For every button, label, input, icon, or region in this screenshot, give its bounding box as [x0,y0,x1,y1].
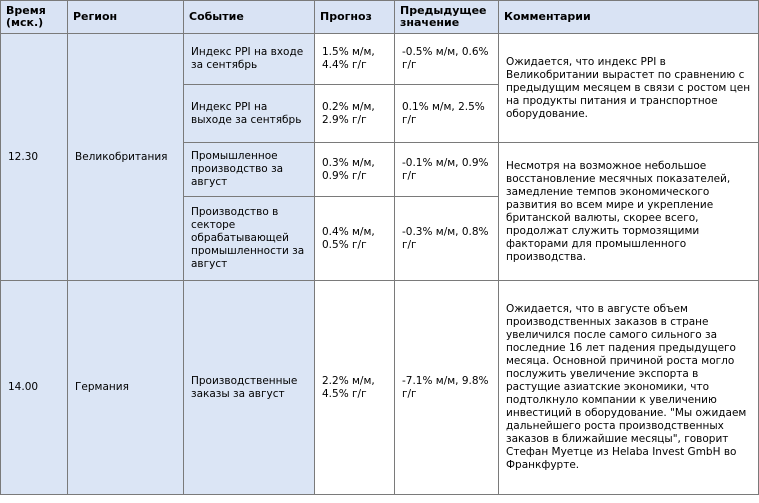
event-cell: Производственные заказы за август [184,281,315,495]
event-cell: Индекс PPI на выходе за сентябрь [184,85,315,143]
comment-cell: Ожидается, что в августе объем производственных заказов в стране увеличился после самого сильного за последние 16 лет падения предыдущего месяца. Основной причиной роста могло послужить увеличение экспорта в растущие азиатские экономики, что подтолкнуло компании к увеличению инвестиций в оборудование. "Мы ожидаем дальнейшего роста производственных заказов в ближайшие месяцы", говорит Стефан Муетце из Helaba Invest GmbH во Франкфурте. [499,281,759,495]
header-row [1,1,759,34]
time-cell: 12.30 [1,34,68,281]
previous-cell: -0.5% м/м, 0.6% г/г [395,34,499,85]
header-previous: Предыдущее значение [395,1,499,34]
previous-cell: -0.1% м/м, 0.9% г/г [395,143,499,197]
forecast-cell: 0.2% м/м, 2.9% г/г [315,85,395,143]
event-cell: Промышленное производство за август [184,143,315,197]
region-cell: Германия [68,281,184,495]
previous-cell: -0.3% м/м, 0.8% г/г [395,197,499,281]
table-row [1,34,759,85]
header-forecast: Прогноз [315,1,395,34]
comment-cell: Ожидается, что индекс PPI в Великобритании вырастет по сравнению с предыдущим месяцем в связи с ростом цен на продукты питания и транспортное оборудование. [499,34,759,143]
forecast-cell: 2.2% м/м, 4.5% г/г [315,281,395,495]
table-row [1,281,759,495]
header-region: Регион [68,1,184,34]
event-cell: Индекс PPI на входе за сентябрь [184,34,315,85]
header-time: Время (мск.) [1,1,68,34]
forecast-cell: 0.3% м/м, 0.9% г/г [315,143,395,197]
forecast-cell: 0.4% м/м, 0.5% г/г [315,197,395,281]
previous-cell: -7.1% м/м, 9.8% г/г [395,281,499,495]
event-cell: Производство в секторе обрабатывающей промышленности за август [184,197,315,281]
previous-cell: 0.1% м/м, 2.5% г/г [395,85,499,143]
forecast-cell: 1.5% м/м, 4.4% г/г [315,34,395,85]
region-cell: Великобритания [68,34,184,281]
header-event: Событие [184,1,315,34]
time-cell: 14.00 [1,281,68,495]
header-comments: Комментарии [499,1,759,34]
comment-cell: Несмотря на возможное небольшое восстановление месячных показателей, замедление темпов экономического развития во всем мире и укрепление британской валюты, скорее всего, продолжат служить тормозящими факторами для промышленного производства. [499,143,759,281]
